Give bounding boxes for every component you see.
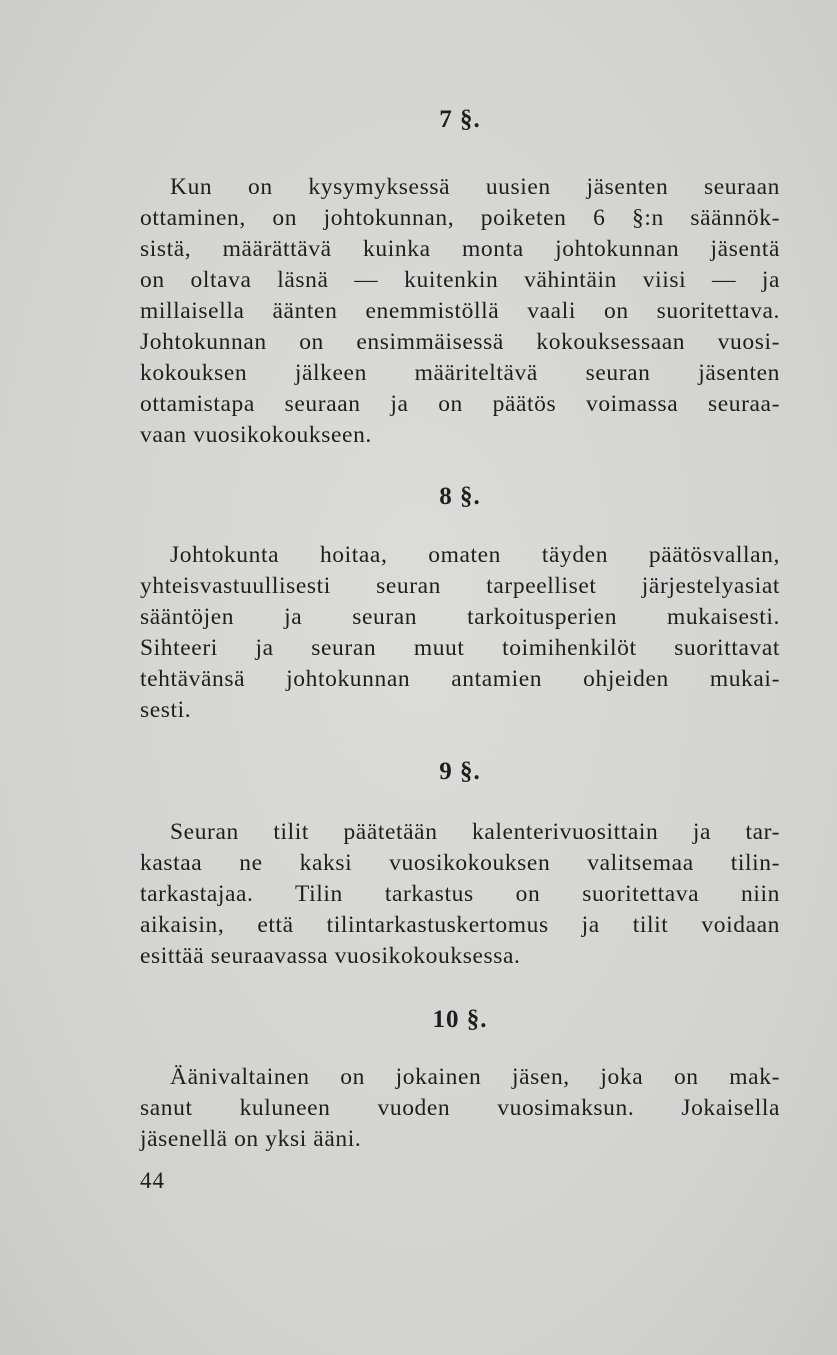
- section-heading-10: 10 §.: [432, 1006, 488, 1033]
- text-line: tarkastajaa. Tilin tarkastus on suoritettava niin: [140, 881, 780, 907]
- text-line: yhteisvastuullisesti seuran tarpeelliset järjestelyasiat: [140, 573, 780, 599]
- text-line: aikaisin, että tilintarkastuskertomus ja tilit voidaan: [140, 912, 780, 938]
- document-page: [140, 104, 780, 1155]
- text-line: sanut kuluneen vuoden vuosimaksun. Jokaisella: [140, 1095, 780, 1121]
- text-line: sistä, määrättävä kuinka monta johtokunnan jäsentä: [140, 236, 780, 262]
- text-line: kastaa ne kaksi vuosikokouksen valitsemaa tilin-: [140, 850, 780, 876]
- section-heading-9: 9 §.: [439, 758, 481, 785]
- section-body-7: [140, 172, 780, 451]
- text-line: esittää seuraavassa vuosikokouksessa.: [140, 943, 521, 969]
- text-line: millaisella äänten enemmistöllä vaali on suoritettava.: [140, 298, 780, 324]
- text-line: Kun on kysymyksessä uusien jäsenten seuraan: [170, 174, 780, 200]
- text-line: jäsenellä on yksi ääni.: [140, 1126, 362, 1152]
- text-line: ottamistapa seuraan ja on päätös voimassa seuraa-: [140, 391, 780, 417]
- text-line: vaan vuosikokoukseen.: [140, 422, 372, 448]
- text-line: Sihteeri ja seuran muut toimihenkilöt suorittavat: [140, 635, 780, 661]
- text-line: on oltava läsnä — kuitenkin vähintäin viisi — ja: [140, 267, 780, 293]
- text-line: Äänivaltainen on jokainen jäsen, joka on mak-: [170, 1064, 780, 1090]
- page-number: 44: [140, 1168, 165, 1193]
- text-line: Johtokunta hoitaa, omaten täyden päätösvallan,: [170, 542, 780, 568]
- section-body-10: [140, 1062, 780, 1155]
- section-body-9: [140, 817, 780, 972]
- section-heading-7: 7 §.: [439, 106, 481, 133]
- text-line: ottaminen, on johtokunnan, poiketen 6 §:n säännök-: [140, 205, 780, 231]
- text-line: tehtävänsä johtokunnan antamien ohjeiden mukai-: [140, 666, 780, 692]
- text-line: sääntöjen ja seuran tarkoitusperien mukaisesti.: [140, 604, 780, 630]
- section-body-8: [140, 540, 780, 726]
- text-line: sesti.: [140, 697, 192, 723]
- text-line: kokouksen jälkeen määriteltävä seuran jäsenten: [140, 360, 780, 386]
- section-heading-8: 8 §.: [439, 483, 481, 510]
- text-line: Seuran tilit päätetään kalenterivuosittain ja tar-: [170, 819, 780, 845]
- text-line: Johtokunnan on ensimmäisessä kokouksessaan vuosi-: [140, 329, 780, 355]
